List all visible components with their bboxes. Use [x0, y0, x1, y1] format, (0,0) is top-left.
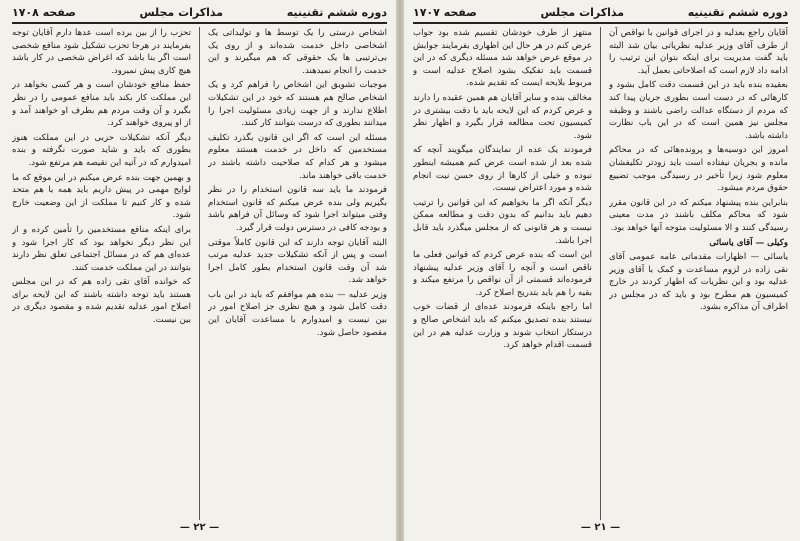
paragraph: بعقیده بنده باید در این قسمت دقت کامل بشود و کارهائی که در دست است بطوری جریان پیدا کند که مردم از دستگاه عدالت راضی باشند و وظیفه مجلس نیز همین است که در این باب نظارت داشته باشد.	[609, 80, 788, 141]
speaker-line: وکیلی — آقای یاسائی	[709, 237, 788, 248]
paragraph: دیگر آنکه تشکیلات حزبی در این مملکت هنوز بطوری که باید و شاید صورت نگرفته و بنده امیدوارم که در آتیه این نقیصه هم مرتفع شود.	[12, 132, 191, 168]
paragraph: موجبات تشویق این اشخاص را فراهم کرد و یک اشخاص صالح هم هستند که خود در این تشکیلات اطلاع ندارند و از جهت زیادی مسئولیت اجرا را میدانند بطوری که درست بتوانند کار کنند.	[208, 80, 387, 129]
paragraph: این است که بنده عرض کردم که قوانین فعلی ما ناقص است و آنچه را آقای وزیر عدلیه پیشنهاد فرموده‌اند قسمتی از آن نواقص را مرتفع میکند و بقیه را هم باید بتدریج اصلاح کرد.	[413, 250, 592, 298]
left-header-page-number: صفحه ۱۷۰۸	[12, 6, 76, 19]
paragraph: یاسائی — اظهارات مقدماتی عامه عمومی آقای نقی زاده در لزوم مساعدت و کمک با آقای وزیر عدلیه بود و این نظریات که اظهار کردند در خارج کمیسیون هم مطرح بود و باید که در مجلس در اطراف آن مذاکره بشود.	[609, 252, 788, 313]
paragraph: آقایان راجع بعدلیه و در اجرای قوانین با نواقص آن از طرف آقای وزیر عدلیه نظریاتی بیان شد البته باید گفت مدیریت برای اینکه بتوان این ترتیب را ادامه داد لازم است که اصلاحاتی بعمل آید.	[609, 28, 788, 76]
right-page-header	[413, 6, 788, 24]
paragraph: که خوانده آقای تقی زاده هم که در این مجلس هستند باید توجه داشته باشند که این لایحه برای اصلاح امور عدلیه تقدیم شده و مقصود دیگری در بین نیست.	[12, 277, 191, 326]
paragraph: امروز این دوسیه‌ها و پرونده‌هائی که در محاکم مانده و بجریان نیفتاده است باید زودتر تکلیفشان معلوم شود زیرا تأخیر در رسیدگی موجب تضییع حقوق مردم میشود.	[609, 145, 788, 194]
column-divider	[600, 27, 601, 520]
right-page-column-2	[413, 27, 592, 520]
right-header-session: دوره ششم تقنینیه	[687, 6, 788, 19]
paragraph: منتهز از طرف خودشان تقسیم شده بود جواب عرض کنم در هر حال این اظهاری بفرمایند جوابش در موقع عرض خواهد شد مسئله دیگری که در این قسمت باید تفکیک بشود اصلاح عدلیه است و مربوط بلایحه ایست که تقدیم شده.	[413, 28, 592, 89]
paragraph: تحزب را از بین برده است عدها دارم آقایان توجه بفرمایند در هرجا تحزب تشکیل شود منافع شخصی است اگر بنا باشد که اغراض شخصی در کار باشد هیچ کاری پیش نمیرود.	[12, 28, 191, 76]
left-page-column-1	[208, 27, 387, 520]
paragraph: البته آقایان توجه دارند که این قانون کاملاً موقتی است و پس از آنکه تشکیلات جدید عدلیه مرتب شد آن وقت قانون استخدام بطور کامل اجرا خواهد شد.	[208, 237, 387, 286]
paragraph: مسئله این است که اگر این قانون بگذرد تکلیف مستخدمین که داخل در خدمت هستند معلوم میشود و هر کدام که صلاحیت داشته باشند در خدمت باقی خواهند ماند.	[208, 132, 387, 181]
left-page-header	[12, 6, 387, 24]
right-header-page-number: صفحه ۱۷۰۷	[413, 6, 477, 19]
left-header-session: دوره ششم تقنینیه	[286, 6, 387, 19]
paragraph: دیگر آنکه اگر ما بخواهیم که این قوانین را ترتیب دهیم باید بدانیم که بدون دقت و مطالعه ممکن نیست و هر قانونی که از مجلس میگذرد باید قابل اجرا باشد.	[413, 197, 592, 246]
right-page-body	[413, 27, 788, 520]
paragraph: اما راجع باینکه فرمودند عده‌ای از قضات خوب نیستند بنده تصدیق میکنم که باید اشخاص صالح و درستکار انتخاب شوند و وزارت عدلیه هم در این قسمت اقدام خواهد کرد.	[413, 302, 592, 351]
left-header-title: مذاکرات مجلس	[139, 6, 224, 19]
paragraph: برای اینکه منافع مستخدمین را تأمین کرده و از این نظر دیگر نخواهد بود که کار اجرا شود و عده‌ای هم که در مسائل اجتماعی تعلق نظر دارند بتوانند در این مملکت خدمت کنند.	[12, 224, 191, 273]
left-page-body	[12, 27, 387, 520]
right-page-column-1	[609, 27, 788, 520]
left-page-column-2	[12, 27, 191, 520]
paragraph: فرمودند ما باید سه قانون استخدام را در نظر بگیریم ولی بنده عرض میکنم که قانون استخدام وقتی میتواند اجرا شود که وسائل آن فراهم باشد و بودجه کافی در دسترس دولت قرار گیرد.	[208, 185, 387, 233]
right-header-title: مذاکرات مجلس	[540, 6, 625, 19]
paragraph: بنابراین بنده پیشنهاد میکنم که در این قانون مقرر شود که محاکم مکلف باشند در مدت معینی رسیدگی کنند و الا مسئولیت متوجه آنها خواهد بود.	[609, 197, 788, 233]
paragraph: حفظ منافع خودشان است و هر کسی بخواهد در این مملکت کار بکند باید منافع عمومی را در نظر بگیرد و آن وقت مردم هم بطرف او خواهند آمد و از او پیروی خواهند کرد.	[12, 80, 191, 129]
right-page	[400, 0, 800, 541]
left-page-footer: — ۲۲ —	[179, 522, 220, 533]
paragraph: فرمودند یک عده از نمایندگان میگویند آنچه که شده بعد از شده است عرض کنم همیشه اینطور نبوده و خیلی از کارها از روی حسن نیت انجام شده و مورد اعتراض نیست.	[413, 145, 592, 194]
paragraph: وزیر عدلیه — بنده هم موافقم که باید در این باب دقت کامل شود و هیچ نظری جز اصلاح امور در بین نیست و امیدوارم با مساعدت آقایان این مقصود حاصل شود.	[208, 289, 387, 338]
book-gutter	[396, 0, 404, 541]
paragraph: اشخاص درستی را یک توسط ها و تولیداتی یک اشخاصی داخل خدمت شده‌اند و از روی یک بی‌ترتیبی ها یک حقوقی که هم میگیرند و این خدمت را انجام نمیدهند.	[208, 28, 387, 76]
column-divider	[199, 27, 200, 520]
right-page-footer: — ۲۱ —	[580, 522, 621, 533]
paragraph: مخالف بنده و سایر آقایان هم همین عقیده را دارند و عرض کردم که این لایحه باید با دقت بیشتری در کمیسیون تحت مطالعه قرار بگیرد و اظهار نظر شود.	[413, 92, 592, 141]
paragraph: و بهمین جهت بنده عرض میکنم در این موقع که ما لوایح مهمی در پیش داریم باید همه با هم متحد شده و کار کنیم تا مملکت از این وضعیت خارج شود.	[12, 172, 191, 221]
